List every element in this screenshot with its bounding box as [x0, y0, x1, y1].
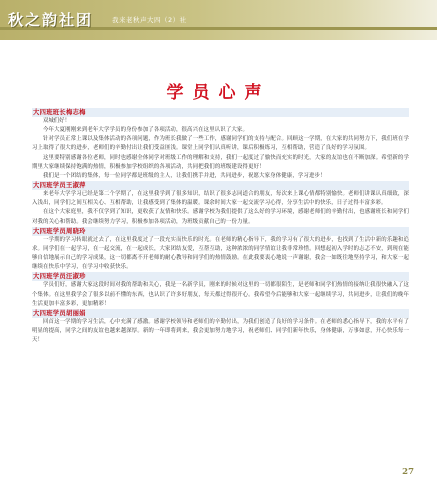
- section-student-zhou: [32, 227, 409, 273]
- article-body: [32, 108, 409, 468]
- section-heading: 大四班班长梅志梅: [32, 108, 409, 117]
- issue-label: 我来老秋声大四（2）社: [112, 16, 187, 24]
- page-number: 27: [402, 467, 414, 477]
- page-header: [0, 0, 437, 40]
- paragraph: 回首这一学期的学习生活，心中充满了感激。感谢学校领导和老师们的辛勤付出，为我们创造了良好的学习条件。在老师的悉心指导下，我的水平有了明显的提高，同学之间的友谊也越来越深厚。新的一年即将到来，我会更加努力地学习，祝老师们、同学们新年快乐，身体健康，万事如意，开心快乐每一天！: [32, 318, 409, 344]
- paragraph: 针对学员正常上课以及集体活动的各项问题，作为班长我做了一些工作，感谢同学们的支持与配合。回顾这一学期，在大家的共同努力下，我们班在学习上取得了很大的进步，老师们的辛勤付出让我们受益匪浅。课堂上同学们认真听讲，课后积极练习，互相帮助，营造了良好的学习氛围。: [32, 136, 409, 152]
- section-heading: 大四班学员王淑萍: [32, 181, 409, 190]
- section-student-hu: [32, 309, 409, 345]
- greeting-line: 双城们好！: [43, 118, 70, 124]
- section-heading: 大四班学员汪淑珍: [32, 272, 409, 281]
- page-title: 学员心声: [166, 83, 271, 103]
- section-heading: 大四班学员周晓玲: [32, 227, 409, 236]
- paragraph: 我们是一个团结的集体，每一位同学都是班级的主人，让我们携手并进，共同进步，祝愿大家身体健康，学习进步！: [43, 172, 326, 179]
- magazine-logo: 秋之韵社团: [8, 11, 94, 29]
- paragraph: 今年大夏刚刚来到老年大学学员的身份参加了各项活动，很高兴在这里认识了大家。: [43, 127, 249, 134]
- section-student-wang-shuzhen: [32, 272, 409, 308]
- paragraph: 一学期的学习转眼就过去了，在这里我度过了一段充实而快乐的时光。在老师的精心指导下，我的学习有了很大的进步，也找到了生活中新的乐趣和追求。同学们在一起学习，在一起交流，在一起成长，大家团结友爱，互帮互助，这种浓浓的同学情谊让我非常珍惜。回想起初入学时的忐忑不安，到现在能够自信地展示自己的学习成果，这一切都离不开老师的耐心教导和同学们的热情鼓励。在此我要衷心地说一声谢谢，我会一如既往地坚持学习，和大家一起继续在快乐中学习，在学习中收获快乐。: [32, 236, 409, 271]
- paragraph: 这里要特别感谢各位老师，同时也感谢全体同学对班级工作的理解和支持，我们一起度过了愉快而充实的时光，大家的友谊也在不断加深。希望新的学期里大家继续保持饱满的热情，积极参加学校组织的各项活动，共同把我们的班级建设得更好！: [32, 154, 409, 170]
- paragraph: 在这个大家庭里，我不仅学到了知识，更收获了友情和快乐。感谢学校为我们提供了这么好的学习环境，感谢老师们的辛勤付出，也感谢班长和同学们对我的关心和帮助。我会继续努力学习，积极参加各项活动，为班级贡献自己的一份力量。: [32, 209, 409, 225]
- paragraph: 学员们好，感谢大家这段时间对我的帮助和关心，我是一名新学员，刚来的时候对这里的一切都很陌生，是老师和同学们热情的接纳让我很快融入了这个集体。在这里我学会了很多以前不懂的东西，也认识了许多好朋友，每天都过得很开心。我希望今后能够和大家一起继续学习，共同进步，让我们的晚年生活更加丰富多彩，更加精彩！: [32, 282, 409, 307]
- paragraph: 来老年大学学习已经是第二个学期了，在这里我学到了很多知识，结识了很多志同道合的朋友，每次来上课心情都特别愉快。老师们讲课认真细致，深入浅出，同学们之间互相关心、互相帮助，让我感受到了集体的温暖。课余时间大家一起交流学习心得，分享生活中的快乐，日子过得丰富多彩。: [32, 191, 409, 207]
- section-heading: 大四班学员胡丽娟: [32, 309, 409, 318]
- section-class-monitor: [32, 108, 409, 181]
- section-student-wang: [32, 181, 409, 227]
